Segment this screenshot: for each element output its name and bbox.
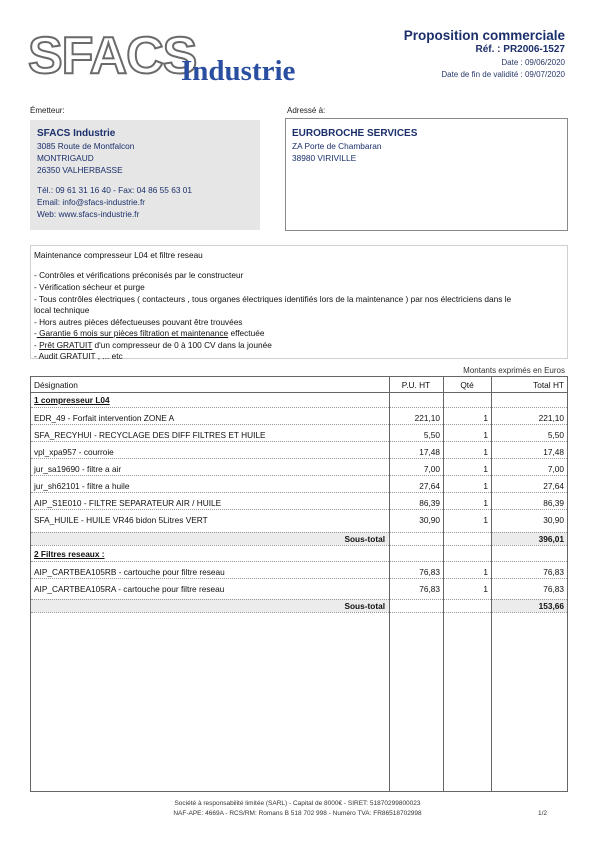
- item-unit-price: 30,90: [419, 515, 440, 525]
- document-reference: Réf. : PR2006-1527: [475, 44, 565, 55]
- description-line: [34, 340, 272, 350]
- item-unit-price: 76,83: [419, 567, 440, 577]
- item-designation: jur_sh62101 - filtre a huile: [34, 481, 130, 491]
- recipient-address-line: 38980 VIRIVILLE: [292, 153, 357, 163]
- column-header-total: Total HT: [533, 380, 564, 390]
- row-divider: [31, 612, 567, 613]
- row-divider: [31, 407, 567, 408]
- row-divider: [31, 561, 567, 562]
- description-line-rest: d'un compresseur de 0 à 100 CV dans la jounée: [92, 340, 272, 350]
- item-total: 76,83: [543, 567, 564, 577]
- subtotal-value: 153,66: [538, 601, 564, 611]
- item-quantity: 1: [483, 447, 488, 457]
- item-quantity: 1: [483, 498, 488, 508]
- description-underlined-text: Prêt GRATUIT: [39, 340, 93, 350]
- sender-address-line: 3085 Route de Montfalcon: [37, 141, 135, 151]
- sender-address-line: 26350 VALHERBASSE: [37, 165, 123, 175]
- item-total: 17,48: [543, 447, 564, 457]
- row-divider: [31, 532, 567, 533]
- section-title: 2 Filtres reseaux :: [34, 549, 105, 559]
- item-total: 221,10: [538, 413, 564, 423]
- item-total: 5,50: [547, 430, 564, 440]
- description-title: Maintenance compresseur L04 et filtre reseau: [34, 250, 203, 260]
- row-divider: [31, 545, 567, 546]
- item-designation: AIP_CARTBEA105RB - cartouche pour filtre reseau: [34, 567, 225, 577]
- item-total: 76,83: [543, 584, 564, 594]
- column-header-unit-price: P.U. HT: [401, 380, 431, 390]
- description-line: - Tous contrôles électriques ( contacteurs , tous organes électriques identifiés lors de la maintenance ) par nos électriciens dans le: [34, 294, 512, 304]
- item-designation: vpl_xpa957 - courroie: [34, 447, 114, 457]
- item-total: 86,39: [543, 498, 564, 508]
- description-box: [30, 245, 568, 359]
- sender-phone: Tél.: 09 61 31 16 40 - Fax: 04 86 55 63 01: [37, 185, 192, 195]
- description-line: local technique: [34, 305, 90, 315]
- description-line: - Vérification sécheur et purge: [34, 282, 145, 292]
- item-unit-price: 7,00: [423, 464, 440, 474]
- item-designation: AIP_S1E010 - FILTRE SEPARATEUR AIR / HUILE: [34, 498, 222, 508]
- item-designation: SFA_HUILE - HUILE VR46 bidon 5Litres VERT: [34, 515, 208, 525]
- item-total: 27,64: [543, 481, 564, 491]
- item-designation: jur_sa19690 - filtre a air: [34, 464, 122, 474]
- row-divider: [31, 492, 567, 493]
- document-date: Date : 09/06/2020: [501, 58, 565, 67]
- sender-website: Web: www.sfacs-industrie.fr: [37, 209, 140, 219]
- column-header-quantity: Qté: [460, 380, 474, 390]
- validity-date: Date de fin de validité : 09/07/2020: [441, 70, 565, 79]
- logo-brand-text: SFACS: [28, 27, 197, 85]
- subtotal-label: Sous-total: [344, 601, 385, 611]
- description-line: - Hors autres pièces défectueuses pouvant être trouvées: [34, 317, 243, 327]
- description-line-rest: effectuée: [228, 328, 265, 338]
- sender-address-line: MONTRIGAUD: [37, 153, 94, 163]
- section-title: 1 compresseur L04: [34, 395, 110, 405]
- recipient-label: Adressé à:: [287, 106, 326, 115]
- footer-legal-line: NAF-APE: 4669A - RCS/RM: Romans B 518 702 998 - Numéro TVA: FR86518702998: [173, 810, 422, 817]
- sender-label: Émetteur:: [30, 106, 65, 115]
- description-line-prefix: -: [34, 340, 40, 350]
- item-designation: EDR_49 - Forfait intervention ZONE A: [34, 413, 175, 423]
- recipient-address-line: ZA Porte de Chambaran: [292, 141, 382, 151]
- item-quantity: 1: [483, 567, 488, 577]
- item-unit-price: 86,39: [419, 498, 440, 508]
- sender-box: [30, 120, 260, 230]
- row-divider: [31, 458, 567, 459]
- item-total: 7,00: [547, 464, 564, 474]
- item-designation: AIP_CARTBEA105RA - cartouche pour filtre reseau: [34, 584, 225, 594]
- recipient-box: [285, 118, 568, 231]
- item-quantity: 1: [483, 515, 488, 525]
- item-unit-price: 76,83: [419, 584, 440, 594]
- sender-email: Email: info@sfacs-industrie.fr: [37, 197, 146, 207]
- column-header-designation: Désignation: [34, 380, 78, 390]
- item-quantity: 1: [483, 413, 488, 423]
- description-line: - Contrôles et vérifications préconisés par le constructeur: [34, 270, 244, 280]
- item-quantity: 1: [483, 430, 488, 440]
- description-underlined-text: Garantie 6 mois sur pièces filtration et maintenance: [36, 328, 229, 338]
- footer-legal-line: Société à responsabilité limitée (SARL) - Capital de 8000€ - SIRET: 51870299800023: [174, 800, 421, 807]
- description-line: - Audit GRATUIT , ... etc: [34, 351, 123, 361]
- items-table: [30, 376, 568, 792]
- item-unit-price: 27,64: [419, 481, 440, 491]
- description-line-prefix: -: [34, 328, 37, 338]
- item-unit-price: 221,10: [414, 413, 440, 423]
- recipient-name: EUROBROCHE SERVICES: [292, 128, 418, 139]
- amounts-note: Montants exprimés en Euros: [463, 366, 565, 375]
- row-divider: [31, 424, 567, 425]
- row-divider: [31, 578, 567, 579]
- item-quantity: 1: [483, 481, 488, 491]
- item-quantity: 1: [483, 464, 488, 474]
- sender-name: SFACS Industrie: [37, 128, 116, 139]
- row-divider: [31, 441, 567, 442]
- logo-suffix-text: Industrie: [181, 55, 296, 87]
- subtotal-value: 396,01: [538, 534, 564, 544]
- item-unit-price: 5,50: [423, 430, 440, 440]
- header-divider: [31, 392, 567, 393]
- row-divider: [31, 509, 567, 510]
- row-divider: [31, 475, 567, 476]
- subtotal-label: Sous-total: [344, 534, 385, 544]
- page-number: 1/2: [537, 810, 547, 817]
- company-logo: [28, 27, 328, 88]
- description-line: [34, 328, 264, 338]
- row-divider: [31, 599, 567, 600]
- item-quantity: 1: [483, 584, 488, 594]
- item-total: 30,90: [543, 515, 564, 525]
- item-designation: SFA_RECYHUI - RECYCLAGE DES DIFF FILTRES ET HUILE: [34, 430, 266, 440]
- document-title: Proposition commerciale: [403, 28, 565, 43]
- item-unit-price: 17,48: [419, 447, 440, 457]
